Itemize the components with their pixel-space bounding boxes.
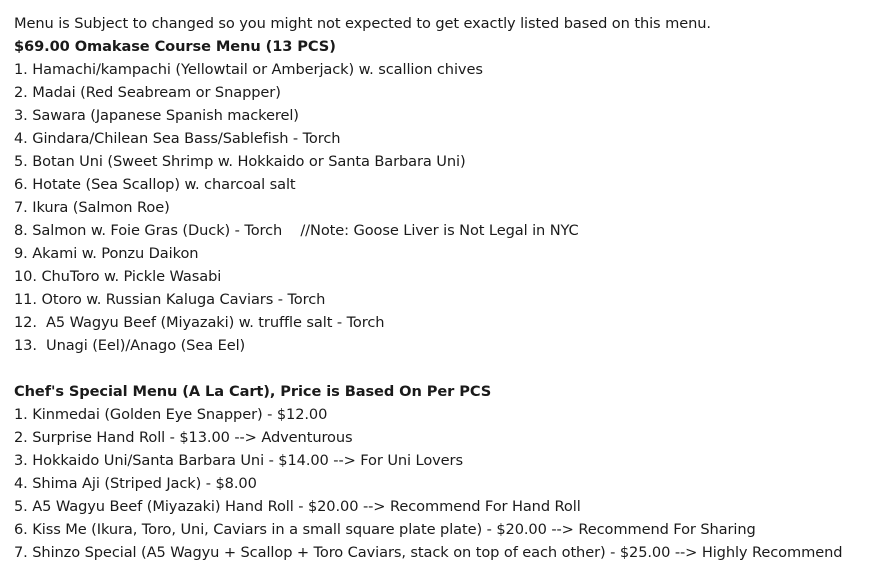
omakase-item: 13. Unagi (Eel)/Anago (Sea Eel) (14, 337, 246, 354)
omakase-item: 3. Sawara (Japanese Spanish mackerel) (14, 107, 299, 124)
specials-list (14, 403, 880, 564)
section-spacer (14, 357, 880, 380)
omakase-item: 12. A5 Wagyu Beef (Miyazaki) w. truffle salt - Torch (14, 314, 385, 331)
omakase-item: 7. Ikura (Salmon Roe) (14, 199, 170, 216)
omakase-item: 6. Hotate (Sea Scallop) w. charcoal salt (14, 176, 296, 193)
special-item: 2. Surprise Hand Roll - $13.00 --> Adventurous (14, 429, 353, 446)
omakase-item: 8. Salmon w. Foie Gras (Duck) - Torch //Note: Goose Liver is Not Legal in NYC (14, 222, 579, 239)
omakase-item: 1. Hamachi/kampachi (Yellowtail or Amberjack) w. scallion chives (14, 61, 483, 78)
special-item: 3. Hokkaido Uni/Santa Barbara Uni - $14.00 --> For Uni Lovers (14, 452, 463, 469)
special-item: 7. Shinzo Special (A5 Wagyu + Scallop + Toro Caviars, stack on top of each other) - $25.00 --> Highly Recommend (14, 544, 843, 561)
omakase-item: 10. ChuToro w. Pickle Wasabi (14, 268, 222, 285)
special-item: 5. A5 Wagyu Beef (Miyazaki) Hand Roll - $20.00 --> Recommend For Hand Roll (14, 498, 581, 515)
omakase-item: 5. Botan Uni (Sweet Shrimp w. Hokkaido or Santa Barbara Uni) (14, 153, 466, 170)
special-item: 4. Shima Aji (Striped Jack) - $8.00 (14, 475, 257, 492)
omakase-heading: $69.00 Omakase Course Menu (13 PCS) (14, 38, 336, 55)
special-item: 1. Kinmedai (Golden Eye Snapper) - $12.00 (14, 406, 328, 423)
special-item: 6. Kiss Me (Ikura, Toro, Uni, Caviars in a small square plate plate) - $20.00 --> Recommend For Sharing (14, 521, 756, 538)
omakase-item: 2. Madai (Red Seabream or Snapper) (14, 84, 281, 101)
specials-heading: Chef's Special Menu (A La Cart), Price is Based On Per PCS (14, 383, 492, 400)
omakase-item: 4. Gindara/Chilean Sea Bass/Sablefish - Torch (14, 130, 341, 147)
menu-notice: Menu is Subject to changed so you might not expected to get exactly listed based on this menu. (14, 15, 711, 32)
omakase-item: 11. Otoro w. Russian Kaluga Caviars - Torch (14, 291, 326, 308)
omakase-item: 9. Akami w. Ponzu Daikon (14, 245, 199, 262)
omakase-list (14, 58, 880, 357)
